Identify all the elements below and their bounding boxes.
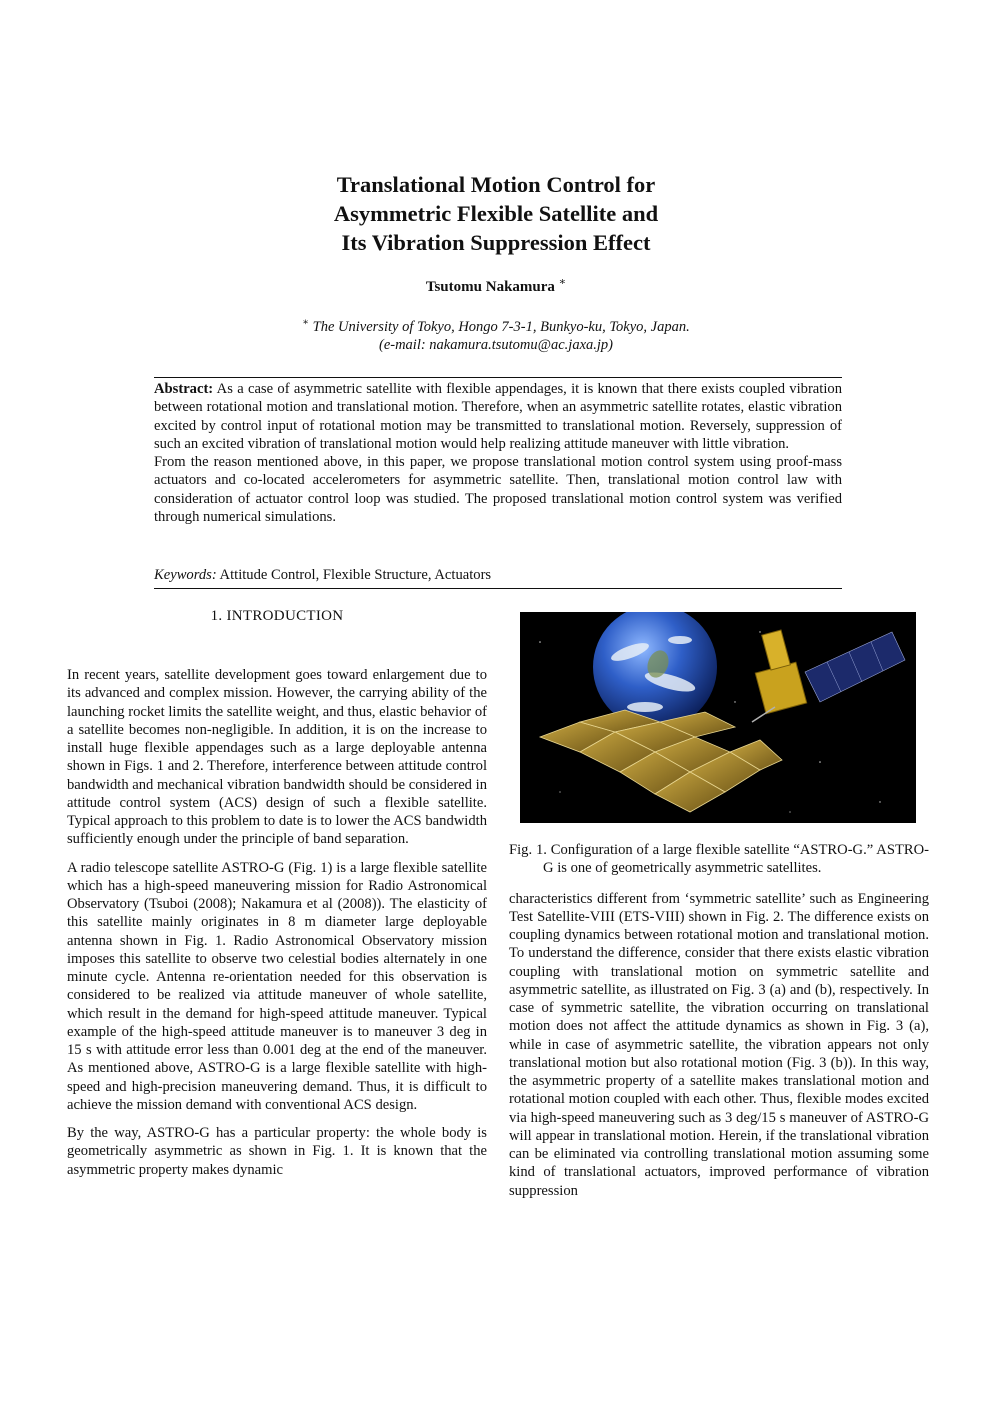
author bbox=[0, 275, 992, 296]
intro-paragraph-1: In recent years, satellite development goes toward enlargement due to its advanced and complex mission. However, the carrying ability of the launching rocket limits the satellite weight, and thus, elastic behavior of a satellite becomes non-negligible. In addition, it is on the increase to install huge flexible appendages such as a large deployable antenna shown in Figs. 1 and 2. Therefore, interference between attitude control bandwidth and mechanical vibration bandwidth should be considered in attitude control system (ACS) design of such a flexible satellite. Typical approach to this problem to date is to lower the ACS bandwidth sufficiently enough under the principle of band separation. bbox=[67, 667, 487, 848]
author-name: Tsutomu Nakamura bbox=[425, 279, 555, 295]
title-line-3: Its Vibration Suppression Effect bbox=[341, 230, 651, 255]
keywords-text: Attitude Control, Flexible Structure, Actuators bbox=[216, 567, 492, 583]
paper-title bbox=[0, 170, 992, 257]
affiliation-block bbox=[0, 314, 992, 354]
affiliation-mark: ∗ bbox=[302, 317, 310, 328]
right-column bbox=[509, 612, 929, 1200]
keywords-label: Keywords: bbox=[154, 567, 217, 583]
email: (e-mail: nakamura.tsutomu@ac.jaxa.jp) bbox=[378, 336, 614, 353]
affiliation: The University of Tokyo, Hongo 7-3-1, Bunkyo-ku, Tokyo, Japan. bbox=[312, 318, 690, 335]
abstract bbox=[154, 377, 842, 526]
keywords bbox=[154, 566, 842, 589]
abstract-label: Abstract: bbox=[154, 381, 214, 397]
intro-paragraph-3: By the way, ASTRO-G has a particular property: the whole body is geometrically asymmetric as shown in Fig. 1. It is known that the asymmetric property makes dynamic bbox=[67, 1125, 487, 1178]
left-column bbox=[67, 606, 487, 1189]
abstract-paragraph-1: As a case of asymmetric satellite with flexible appendages, it is known that there exists coupled vibration between rotational motion and translational motion. Therefore, when an asymmetric satellite rotates, elastic vibration excited by control input of rotational motion may be transmitted to translational motion. Reversely, suppression of such an excited vibration of translational motion would help realizing attitude maneuver with little vibration. bbox=[154, 381, 842, 452]
abstract-paragraph-2: From the reason mentioned above, in this paper, we propose translational motion control system using proof-mass actuators and co-located accelerometers for asymmetric satellite. Then, translational motion control law with consideration of actuator control loop was studied. The proposed translational motion control system was verified through numerical simulations. bbox=[154, 454, 842, 526]
title-line-1: Translational Motion Control for bbox=[336, 172, 656, 197]
satellite-figure bbox=[520, 612, 916, 823]
satellite-illustration bbox=[520, 612, 916, 823]
title-line-2: Asymmetric Flexible Satellite and bbox=[333, 201, 659, 226]
section-heading: 1. INTRODUCTION bbox=[210, 608, 344, 624]
intro-paragraph-2: A radio telescope satellite ASTRO-G (Fig. 1) is a large flexible satellite which has a high-speed maneuvering mission for Radio Astronomical Observatory (Tsuboi (2008); Nakamura et al (2008)). The elasticity of this satellite mainly originates in 8 m diameter large deployable antenna shown in Fig. 1. Radio Astronomical Observatory mission imposes this satellite to observe two celestial bodies alternately in one minute cycle. Antenna re-orientation needed for this observation is considered to be realized via attitude maneuver of whole satellite, which result in the demand for high-speed attitude maneuver. Typical example of the high-speed attitude maneuver is to maneuver 3 deg in 15 s with attitude error less than 0.001 deg at the end of the maneuver. As mentioned above, ASTRO-G is a large flexible satellite with high-speed and high-precision maneuvering demand. Thus, it is difficult to achieve the mission demand with conventional ACS design. bbox=[67, 859, 487, 1113]
author-mark: ∗ bbox=[558, 276, 567, 288]
figure-caption: Fig. 1. Configuration of a large flexible satellite “ASTRO-G.” ASTRO-G is one of geometrically asymmetric satellites. bbox=[509, 842, 929, 877]
right-paragraph: characteristics different from ‘symmetric satellite’ such as Engineering Test Satellite-VIII (ETS-VIII) shown in Fig. 2. The difference exists on coupling dynamics between rotational motion and translational motion. To understand the difference, consider that there exists elastic vibration coupling with translational motion on symmetric satellite and asymmetric satellite, as illustrated on Fig. 3 (a) and (b), respectively. In case of symmetric satellite, the vibration occurring on translational motion does not affect the attitude dynamics as shown in Fig. 3 (a), while in case of asymmetric satellite, the vibration appears not only translational motion but also rotational motion (Fig. 3 (b)). In this way, the asymmetric property of a satellite makes translational motion and rotational motion coupled with each other. Thus, flexible modes excited via high-speed maneuvering such as 3 deg/15 s maneuver of ASTRO-G will appear in translational motion. Herein, if the translational vibration can be eliminated via controlling translational motion assuming some kind of translational actuators, improved performance of vibration suppression bbox=[509, 890, 929, 1199]
